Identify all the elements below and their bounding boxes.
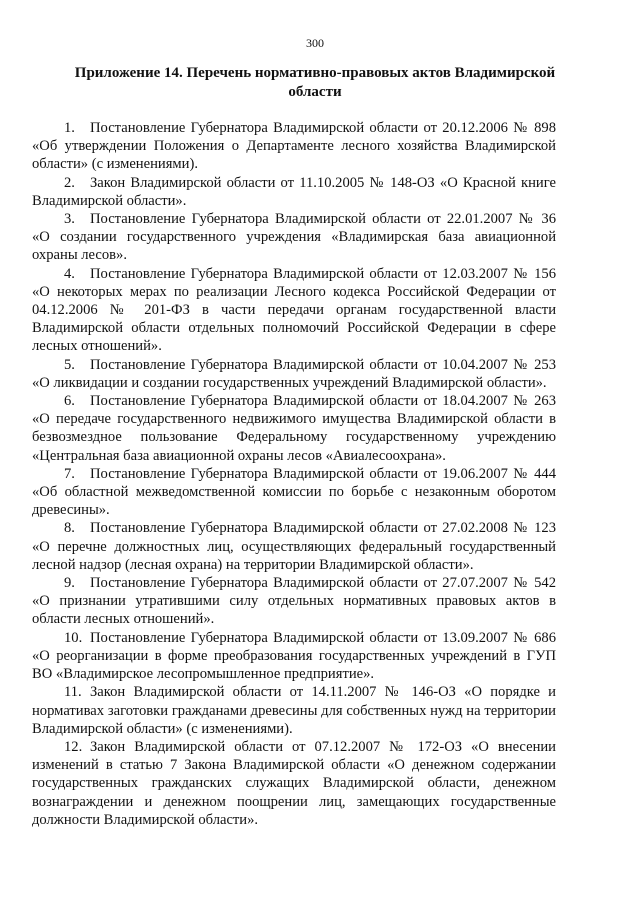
list-item (32, 119, 556, 174)
item-number: 7. (64, 465, 75, 482)
list-item (32, 683, 556, 738)
item-number: 2. (64, 174, 75, 191)
item-text: Постановление Губернатора Владимирской области от 13.09.2007 № 686 «О реорганизации в форме преобразования государственных учреждений в ГУП ВО «Владимирское лесопромышленное предприятие». (32, 629, 556, 683)
list-item (32, 265, 556, 356)
item-text: Закон Владимирской области от 11.10.2005 № 148-ОЗ «О Красной книге Владимирской области». (32, 174, 556, 209)
item-number: 10. (64, 629, 83, 646)
list-item (32, 465, 556, 520)
item-number: 11. (64, 684, 82, 701)
item-number: 12. (64, 738, 83, 755)
list-item (32, 738, 556, 829)
item-number: 9. (64, 575, 75, 592)
item-text: Постановление Губернатора Владимирской области от 10.04.2007 № 253 «О ликвидации и создании государственных учреждений Владимирской области». (32, 356, 556, 391)
list-item (32, 210, 556, 265)
item-number: 3. (64, 211, 75, 228)
item-text: Закон Владимирской области от 07.12.2007 № 172-ОЗ «О внесении изменений в статью 7 Закона Владимирской области «О денежном содержании государственных гражданских служащих Владимирской области, денежном вознаграждении и денежном поощрении лиц, замещающих государственные должности Владимирской области». (32, 738, 556, 828)
item-number: 5. (64, 356, 75, 373)
list-item (32, 574, 556, 629)
item-text: Постановление Губернатора Владимирской области от 22.01.2007 № 36 «О создании государственного учреждения «Владимирская база авиационной охраны лесов». (32, 211, 556, 264)
item-text: Постановление Губернатора Владимирской области от 19.06.2007 № 444 «Об областной межведомственной комиссии по борьбе с незаконным оборотом древесины». (32, 465, 556, 519)
item-text: Постановление Губернатора Владимирской области от 20.12.2006 № 898 «Об утверждении Положения о Департаменте лесного хозяйства Владимирской области» (с изменениями). (32, 120, 556, 173)
item-text: Постановление Губернатора Владимирской области от 18.04.2007 № 263 «О передаче государственного недвижимого имущества Владимирской области в безвозмездное пользование Федеральному государственному учреждению «Центральная база авиационной охраны лесов «Авиалесоохрана». (32, 393, 556, 464)
list-item (32, 629, 556, 684)
list-item (32, 174, 556, 210)
list-item (32, 392, 556, 465)
list-item (32, 519, 556, 574)
item-text: Постановление Губернатора Владимирской области от 27.07.2007 № 542 «О признании утратившими силу отдельных нормативных правовых актов в области лесных отношений». (32, 575, 556, 628)
legal-acts-list (32, 119, 556, 829)
item-text: Постановление Губернатора Владимирской области от 27.02.2008 № 123 «О перечне должностных лиц, осуществляющих федеральный государственный лесной надзор (лесная охрана) на территории Владимирской области». (32, 520, 556, 573)
list-item (32, 356, 556, 392)
appendix-title: Приложение 14. Перечень нормативно-правовых актов Владимирской области (74, 65, 556, 100)
item-number: 4. (64, 265, 75, 282)
item-number: 6. (64, 393, 75, 410)
item-text: Постановление Губернатора Владимирской области от 12.03.2007 № 156 «О некоторых мерах по реализации Лесного кодекса Российской Федерации от 04.12.2006 № 201-ФЗ в части передачи органам государственной власти Владимирской области отдельных полномочий Российской Федерации в сфере лесных отношений». (32, 265, 556, 355)
item-number: 1. (64, 120, 75, 136)
item-text: Закон Владимирской области от 14.11.2007 № 146-ОЗ «О порядке и нормативах заготовки гражданами древесины для собственных нужд на территории Владимирской области» (с изменениями). (32, 684, 556, 737)
item-number: 8. (64, 520, 75, 537)
page-number: 300 (306, 36, 324, 50)
